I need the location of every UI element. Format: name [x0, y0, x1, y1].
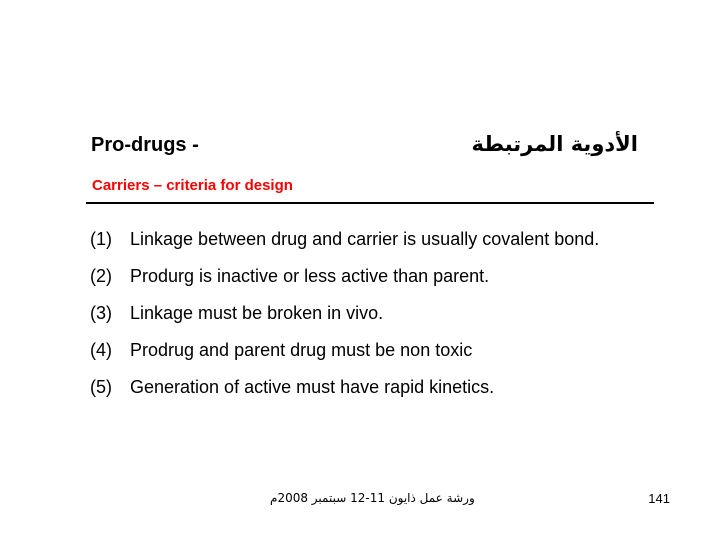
slide-subtitle: Carriers – criteria for design [92, 177, 293, 194]
item-text: Generation of active must have rapid kinetics. [130, 377, 495, 397]
item-text: Prodrug and parent drug must be non toxic [130, 340, 473, 360]
list-item [90, 228, 599, 265]
list-item [90, 339, 599, 376]
item-number: (1) [90, 229, 112, 249]
item-text: Linkage between drug and carrier is usually covalent bond. [130, 229, 600, 249]
list-item [90, 265, 599, 302]
slide-title-english: Pro-drugs - [91, 134, 199, 156]
page-number: 141 [648, 491, 670, 506]
item-number: (5) [90, 377, 112, 397]
list-item [90, 376, 599, 413]
criteria-list [90, 228, 599, 413]
item-text: Linkage must be broken in vivo. [130, 303, 384, 323]
item-number: (3) [90, 303, 112, 323]
list-item [90, 302, 599, 339]
item-number: (2) [90, 266, 112, 286]
item-text: Produrg is inactive or less active than parent. [130, 266, 490, 286]
footer-text: ورشة عمل ذايون 11-12 سبتمبر 2008م [270, 491, 475, 505]
item-number: (4) [90, 340, 112, 360]
title-divider [86, 202, 654, 204]
slide-title-arabic: الأدوية المرتبطة [471, 132, 638, 156]
